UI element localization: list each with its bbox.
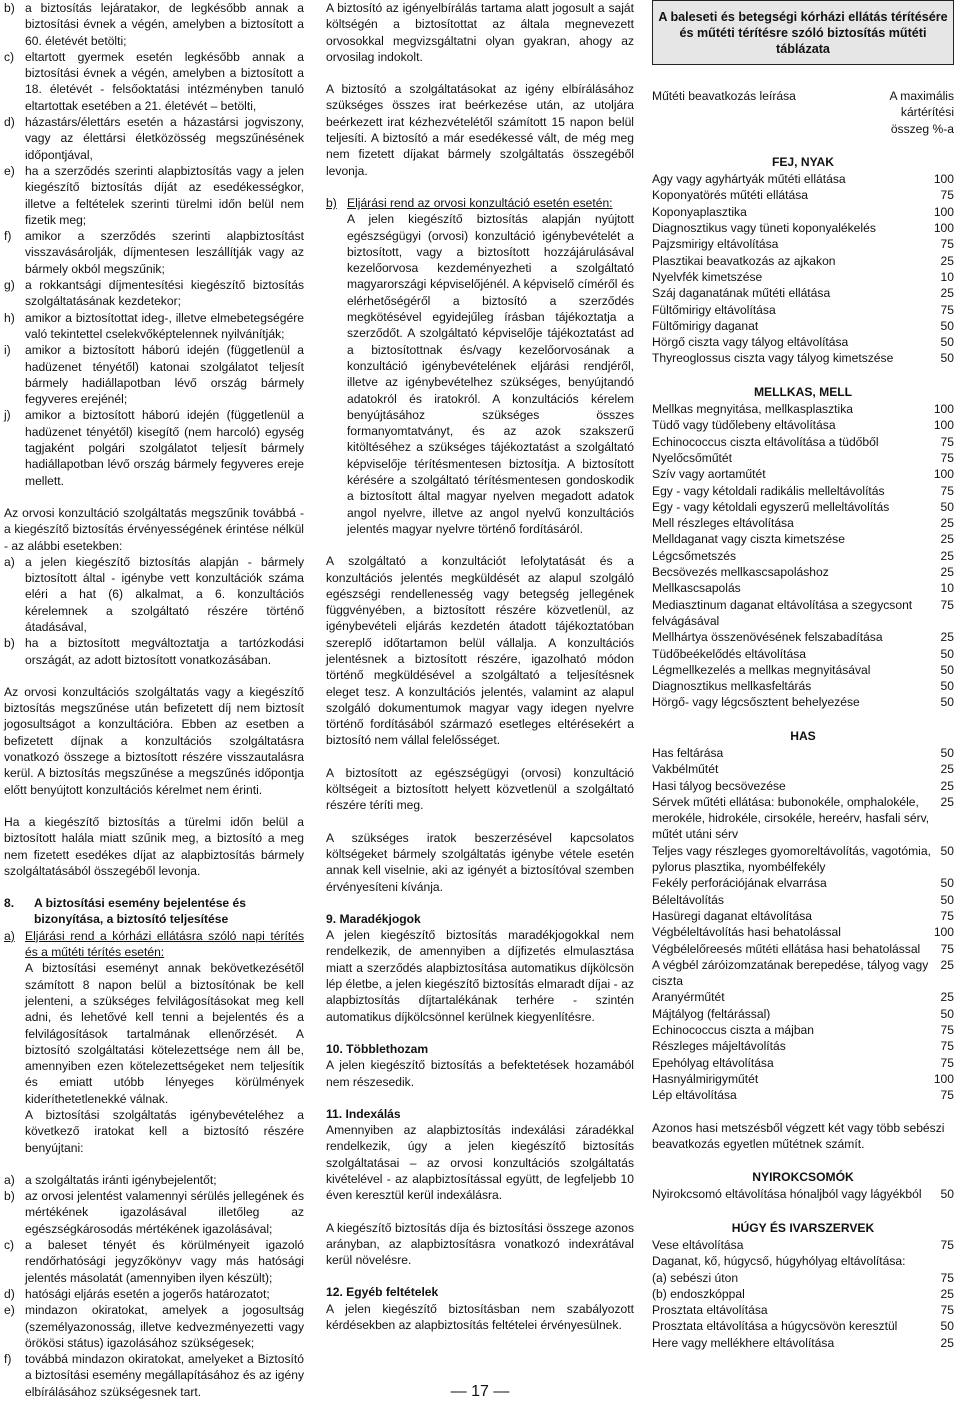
item-label: c) bbox=[4, 49, 15, 64]
table-row bbox=[652, 629, 954, 645]
item-label: b) bbox=[4, 636, 15, 651]
table-row bbox=[652, 531, 954, 547]
procedure-name: Egy - vagy kétoldali egyszerű melleltávolítás bbox=[652, 499, 890, 514]
section-9-text: A jelen kiegészítő biztosítás maradékjogokkal nem rendelkezik, de amennyiben a díjfizetés elmulasztása miatt a szerződés alapbiztosítása automatikus díjkölcsön lép életbe, a jelen kiegészítő biztosítás elmaradt díjai - az alapbiztosítás díjtartalékának terhére - szintén automatikus díjkölcsönnel kerülnek kiegyenlítésre. bbox=[326, 928, 634, 1024]
item-label: i) bbox=[4, 343, 11, 358]
item-text: eltartott gyermek esetén legkésőbb annak a biztosítási évnek a végén, amelyben a biztosított a 18. életévét - felsőoktatási intézményben tanuló eltartottak esetében a 21. életévét – betölti, bbox=[25, 49, 304, 113]
max-percent-value: 50 bbox=[940, 1187, 954, 1202]
table-row bbox=[652, 434, 954, 450]
section-11-text-2: A kiegészítő biztosítás díja és biztosítási összege azonos arányban, az alapbiztosításra vonatkozó indexrátával kerül növelésre. bbox=[326, 1220, 634, 1268]
item-label: f) bbox=[4, 1352, 12, 1367]
item-label: f) bbox=[4, 229, 12, 244]
max-percent-value: 75 bbox=[940, 237, 954, 252]
procedure-name: (b) endoszkóppal bbox=[652, 1286, 745, 1301]
table-row bbox=[652, 941, 954, 957]
max-percent-value: 50 bbox=[940, 843, 954, 858]
procedure-name: Tüdő vagy tüdőlebeny eltávolítása bbox=[652, 418, 836, 433]
item-text: ha a szerződés szerinti alapbiztosítás vagy a jelen kiegészítő biztosítás díját az esedékességkor, illetve a feltételek szerinti türelmi időn belül nem fizetik meg; bbox=[25, 163, 304, 227]
max-percent-value: 50 bbox=[940, 1319, 954, 1334]
required-document-item bbox=[4, 1188, 304, 1237]
procedure-name: Hasi tályog becsövezése bbox=[652, 778, 786, 793]
grace-period-paragraph: Ha a kiegészítő biztosítás a türelmi időn belül a biztosított halála miatt szűnik meg, a biztosító a meg nem fizetett esedékes díjat az alapbiztosítás bármely szolgáltatásából összegéből levonja. bbox=[4, 814, 304, 878]
procedure-name: Here vagy mellékhere eltávolítása bbox=[652, 1335, 835, 1350]
table-row bbox=[652, 401, 954, 417]
section-8-heading bbox=[4, 895, 304, 928]
table-row bbox=[652, 302, 954, 318]
left-column bbox=[4, 0, 304, 1400]
termination-case-item bbox=[4, 277, 304, 310]
procedure-name: Egy - vagy kétoldali radikális melleltávolítás bbox=[652, 483, 885, 498]
item-text: a jelen kiegészítő biztosítás alapján - bármely biztosított által - igénybe vett konzultációk száma eléri a hat (6) alkalmat, a 6. konzultációs kérelemnek a szolgáltató részére történő átadásával, bbox=[25, 554, 304, 634]
max-percent-value: 25 bbox=[940, 516, 954, 531]
max-percent-value: 75 bbox=[940, 450, 954, 465]
consultation-report-paragraph: A szolgáltató a konzultációt lefolytatását és a konzultációs jelentés megküldését az alapul szolgáló egészségi rendellenesség vagy betegség jellegének függvényében, a biztosított részére közvetlenül, az igénybevételi eljárás kezdetén átadott tájékoztatóban szereplő időtartamon belül vállalja. A konzultációs jelentésnek a biztosított részére, igazolható módon történő megküldésével a szolgáltató a teljesítésnek eleget tesz. A konzultációs jelentés, valamint az alapul szolgáló dokumentumok magyar vagy idegen nyelvre történő fordításából származó esetleges eltérésekért a biztosító nem vállal felelősséget. bbox=[326, 554, 634, 748]
procedure-name: A végbél záróizomzatának berepedése, tályog vagy ciszta bbox=[652, 957, 929, 989]
item-text: az orvosi jelentést valamennyi sérülés jellegének és mértékének igazolásával illetőleg az egészségkárosodás mértékének igazolásával; bbox=[25, 1189, 304, 1236]
consultation-termination-paragraph: Az orvosi konzultáció szolgáltatás megszűnik továbbá - a kiegészítő biztosítás érvényességének érintése nélkül - az alábbi esetekben: bbox=[4, 505, 304, 553]
max-percent-value: 100 bbox=[933, 467, 954, 482]
max-percent-value: 50 bbox=[940, 745, 954, 760]
table-row bbox=[652, 646, 954, 662]
procedure-name: Vakbélműtét bbox=[652, 762, 719, 777]
max-percent-value: 25 bbox=[940, 548, 954, 563]
table-row bbox=[652, 875, 954, 891]
table-row bbox=[652, 1071, 954, 1087]
table-row bbox=[652, 1055, 954, 1071]
section-title: HAS bbox=[790, 728, 816, 743]
procedure-name: Száj daganatának műtéti ellátása bbox=[652, 286, 831, 301]
notification-paragraph: A biztosítási eseményt annak bekövetkezésétől számított 8 napon belül a biztosítónak be kell jelenteni, a szükséges felvilágosításokat meg kell adni, és lehetővé kell tenni a bejelentés és a felvilágosítások tartalmának ellenőrzését. A biztosító szolgáltatási kötelezettsége nem áll be, amennyiben ezen kötelezettségeket nem teljesítik és emiatt utóbb lényeges körülmények kideríthetetlenekké válnak. bbox=[25, 961, 304, 1106]
procedure-name: Mellkas megnyitása, mellkasplasztika bbox=[652, 402, 853, 417]
premium-refund-paragraph: Az orvosi konzultációs szolgáltatás vagy a kiegészítő biztosítás megszűnése után befizetett díj nem biztosít jogosultságot a konzultációra. Ebben az esetben a befizetett díjnak a konzultációs szolgáltatásra vonatkozó összege a biztosított részére visszautalásra kerül. A biztosítás megszűnése a megszűnés időpontja előtt benyújtott konzultációs kérelmet nem érinti. bbox=[4, 684, 304, 797]
table-row bbox=[652, 466, 954, 482]
table-row bbox=[652, 1302, 954, 1318]
termination-case-item bbox=[4, 310, 304, 343]
table-row bbox=[652, 597, 954, 630]
table-row bbox=[652, 236, 954, 252]
required-document-item bbox=[4, 1286, 304, 1302]
max-percent-value: 10 bbox=[940, 581, 954, 596]
table-row bbox=[652, 253, 954, 269]
surgery-table-sections-2 bbox=[652, 1169, 954, 1351]
max-percent-value: 75 bbox=[940, 1039, 954, 1054]
section-11-heading: 11. Indexálás bbox=[326, 1106, 401, 1121]
procedure-name: Tüdőbeékelődés eltávolítása bbox=[652, 646, 806, 661]
max-percent-value: 75 bbox=[940, 1023, 954, 1038]
procedure-name: Végbéleltávolítás hasi behatolással bbox=[652, 925, 841, 940]
termination-case-item bbox=[4, 407, 304, 488]
procedure-name: Légcsőmetszés bbox=[652, 548, 737, 563]
max-percent-value: 25 bbox=[940, 990, 954, 1005]
item-text: amikor a szerződés szerinti alapbiztosítást visszavásárolják, díjmentesen leszállítják vagy az bármely okból megszűnik; bbox=[25, 229, 304, 276]
table-row bbox=[652, 450, 954, 466]
table-row bbox=[652, 892, 954, 908]
table-row bbox=[652, 1006, 954, 1022]
procedure-name: Daganat, kő, húgycső, húgyhólyag eltávolítása: bbox=[652, 1254, 906, 1269]
max-percent-value: 50 bbox=[940, 646, 954, 661]
procedure-name: Légmellkezelés a mellkas megnyitásával bbox=[652, 662, 871, 677]
max-percent-value: 75 bbox=[940, 1088, 954, 1103]
max-percent-value: 100 bbox=[933, 221, 954, 236]
procedure-name: Végbélelőreesés műtéti ellátása hasi behatolással bbox=[652, 941, 921, 956]
table-row bbox=[652, 794, 954, 843]
max-percent-value: 75 bbox=[940, 941, 954, 956]
procedure-name: Has feltárása bbox=[652, 745, 724, 760]
item-text: mindazon okiratokat, amelyek a jogosultság (személyazonosság, illetve kedvezményezetti vagy örökösi státus) igazolásához szükségesek; bbox=[25, 1303, 304, 1350]
item-label: d) bbox=[4, 115, 15, 130]
subsection-a-title: Eljárási rend a kórházi ellátásra szóló napi térítés és a műtéti térítés esetén: bbox=[25, 928, 304, 960]
max-percent-value: 50 bbox=[940, 679, 954, 694]
max-percent-value: 75 bbox=[940, 483, 954, 498]
subsection-a-heading bbox=[4, 928, 304, 961]
max-percent-value: 25 bbox=[940, 762, 954, 777]
max-percent-value: 75 bbox=[940, 1055, 954, 1070]
item-label: a) bbox=[4, 1172, 15, 1187]
termination-case-item bbox=[4, 163, 304, 228]
procedure-name: Thyreoglossus ciszta vagy tályog kimetszése bbox=[652, 351, 894, 366]
max-percent-value: 100 bbox=[933, 1071, 954, 1086]
procedure-name: Nyelőcsőműtét bbox=[652, 450, 732, 465]
termination-cases-list bbox=[4, 0, 304, 489]
table-row bbox=[652, 1038, 954, 1054]
consultation-termination-list bbox=[4, 554, 304, 668]
page-number: — 17 — bbox=[450, 1383, 510, 1400]
section-title: HÚGY ÉS IVARSZERVEK bbox=[731, 1220, 875, 1235]
max-percent-value: 75 bbox=[940, 434, 954, 449]
max-percent-value bbox=[948, 1253, 954, 1269]
procedure-name: Lép eltávolítása bbox=[652, 1088, 737, 1103]
item-text: a rokkantsági díjmentesítési kiegészítő biztosítás szolgáltatásának kezdetekor; bbox=[25, 278, 304, 309]
table-row bbox=[652, 1186, 954, 1202]
max-percent-value: 75 bbox=[940, 597, 954, 612]
max-percent-value: 25 bbox=[940, 532, 954, 547]
section-8-number: 8. bbox=[4, 896, 15, 911]
table-row bbox=[652, 924, 954, 940]
section-title: MELLKAS, MELL bbox=[753, 384, 853, 399]
section-title: NYIROKCSOMÓK bbox=[752, 1170, 854, 1185]
procedure-name: Aranyérműtét bbox=[652, 990, 725, 1005]
procedure-name: Agy vagy agyhártyák műtéti ellátása bbox=[652, 172, 846, 187]
section-9-heading: 9. Maradékjogok bbox=[326, 911, 421, 926]
max-percent-value: 50 bbox=[940, 695, 954, 710]
max-percent-value: 50 bbox=[940, 662, 954, 677]
max-percent-value: 50 bbox=[940, 499, 954, 514]
section-10-text: A jelen kiegészítő biztosítás a befektetések hozamából nem részesedik. bbox=[326, 1058, 634, 1089]
header-procedure: Műtéti beavatkozás leírása bbox=[652, 89, 796, 103]
section-12-text: A jelen kiegészítő biztosításban nem szabályozott kérdésekben az alapbiztosítás feltételei érvényesülnek. bbox=[326, 1301, 634, 1333]
procedure-name: Hörgő- vagy légcsősztent behelyezése bbox=[652, 695, 860, 710]
surgery-table-sections bbox=[652, 154, 954, 1104]
procedure-name: Pajzsmirigy eltávolítása bbox=[652, 237, 779, 252]
item-label: e) bbox=[4, 163, 15, 178]
middle-column bbox=[326, 0, 634, 1333]
document-costs-paragraph: A szükséges iratok beszerzésével kapcsolatos költségeket bármely szolgáltatás igénybe vétele esetén annak kell viselnie, aki az igényét a biztosítóval szemben érvényesíteni kívánja. bbox=[326, 830, 634, 894]
table-row bbox=[652, 1022, 954, 1038]
table-row bbox=[652, 515, 954, 531]
procedure-name: Fültőmirigy daganat bbox=[652, 318, 759, 333]
item-text: a szolgáltatás iránti igénybejelentőt; bbox=[25, 1172, 217, 1187]
item-label: b) bbox=[4, 1, 15, 15]
max-percent-value: 25 bbox=[940, 286, 954, 301]
max-percent-value: 75 bbox=[940, 1270, 954, 1285]
item-text: ha a biztosított megváltoztatja a tartózkodási országát, az adott biztosított vonatkozásában. bbox=[25, 636, 304, 667]
subsection-b-heading bbox=[326, 195, 634, 211]
table-row bbox=[652, 1318, 954, 1334]
item-text: házastárs/élettárs esetén a házastársi jogviszony, vagy az élettársi életközösség megszűnésének időpontjával, bbox=[25, 115, 304, 162]
table-row bbox=[652, 843, 954, 876]
max-percent-value: 50 bbox=[940, 335, 954, 350]
item-text: amikor a biztosítottat ideg-, illetve elmebetegségére való tekintettel cselekvőképtelennek nyilvánítják; bbox=[25, 310, 304, 341]
item-label: g) bbox=[4, 278, 15, 293]
item-label: b) bbox=[4, 1189, 15, 1204]
required-documents-list bbox=[4, 1172, 304, 1400]
required-document-item bbox=[4, 1172, 304, 1188]
table-row bbox=[652, 350, 954, 366]
surgery-table-header bbox=[652, 88, 954, 137]
table-row bbox=[652, 171, 954, 187]
table-row bbox=[652, 483, 954, 499]
consultation-cost-paragraph: A biztosított az egészségügyi (orvosi) konzultáció költségeit a biztosított helyett közvetlenül a szolgáltató részére téríti meg. bbox=[326, 765, 634, 813]
max-percent-value: 75 bbox=[940, 1303, 954, 1318]
section-12-heading: 12. Egyéb feltételek bbox=[326, 1285, 439, 1300]
procedure-name: Prosztata eltávolítása bbox=[652, 1303, 768, 1318]
termination-case-item bbox=[4, 114, 304, 163]
item-label: e) bbox=[4, 1303, 15, 1318]
termination-case-item bbox=[4, 0, 304, 49]
medical-exam-paragraph: A biztosító az igényelbírálás tartama alatt jogosult a saját költségén a biztosítottat az általa megnevezett orvosokkal megvizsgáltatni olyan gyakran, ahogy az orvosilag indokolt. bbox=[326, 1, 634, 64]
termination-case-item bbox=[4, 228, 304, 277]
max-percent-value: 75 bbox=[940, 908, 954, 923]
procedure-name: Fekély perforációjának elvarrása bbox=[652, 876, 827, 891]
termination-case-item bbox=[4, 49, 304, 114]
consultation-termination-item bbox=[4, 635, 304, 668]
max-percent-value: 75 bbox=[940, 302, 954, 317]
procedure-name: Plasztikai beavatkozás az ajkakon bbox=[652, 253, 836, 268]
max-percent-value: 50 bbox=[940, 1006, 954, 1021]
item-text: amikor a biztosított háború idején (függetlenül a hadüzenet tényétől) katonai szolgálatot teljesít bármely hadiállapotban lévő ország bármely fegyveres erejénél; bbox=[25, 343, 304, 407]
table-row bbox=[652, 580, 954, 596]
procedure-name: Diagnosztikus vagy tüneti koponyalékelés bbox=[652, 221, 876, 236]
table-row bbox=[652, 1253, 954, 1269]
item-label: h) bbox=[4, 310, 15, 325]
table-row bbox=[652, 417, 954, 433]
table-row bbox=[652, 1237, 954, 1253]
table-row bbox=[652, 564, 954, 580]
procedure-name: (a) sebészi úton bbox=[652, 1270, 739, 1285]
table-row bbox=[652, 1286, 954, 1302]
max-percent-value: 75 bbox=[940, 188, 954, 203]
max-percent-value: 25 bbox=[940, 253, 954, 268]
max-percent-value: 100 bbox=[933, 925, 954, 940]
table-row bbox=[652, 187, 954, 203]
right-column bbox=[652, 0, 954, 1351]
table-row bbox=[652, 334, 954, 350]
max-percent-value: 75 bbox=[940, 1238, 954, 1252]
procedure-name: Sérvek műtéti ellátása: bubonokéle, omphalokéle, merokéle, hidrokéle, cirsokéle, hereérv, hasfali sérv, műtét utáni sérv bbox=[652, 794, 930, 842]
procedure-name: Epehólyag eltávolítása bbox=[652, 1055, 774, 1070]
procedure-name: Koponyaplasztika bbox=[652, 204, 747, 219]
item-label: j) bbox=[4, 408, 11, 423]
procedure-name: Teljes vagy részleges gyomoreltávolítás, vagotómia, pylorus plasztika, nyombélfekély bbox=[652, 843, 931, 875]
max-percent-value: 50 bbox=[940, 876, 954, 891]
procedure-name: Melldaganat vagy ciszta kimetszése bbox=[652, 532, 845, 547]
max-percent-value: 25 bbox=[940, 957, 954, 972]
procedure-name: Diagnosztikus mellkasfeltárás bbox=[652, 679, 812, 694]
item-text: továbbá mindazon okiratokat, amelyeket a Biztosító a biztosítási esemény megállapításához és az igény elbírálásához szükségesnek tart. bbox=[25, 1352, 304, 1399]
procedure-name: Hasnyálmirigyműtét bbox=[652, 1071, 759, 1086]
table-row bbox=[652, 548, 954, 564]
procedure-name: Echinococcus ciszta eltávolítása a tüdőből bbox=[652, 434, 879, 449]
procedure-name: Vese eltávolítása bbox=[652, 1238, 744, 1252]
table-row bbox=[652, 1335, 954, 1351]
table-row bbox=[652, 499, 954, 515]
max-percent-value: 100 bbox=[933, 418, 954, 433]
subsection-b-title: Eljárási rend az orvosi konzultáció esetén esetén: bbox=[347, 195, 613, 210]
required-document-item bbox=[4, 1302, 304, 1351]
procedure-name: Hörgő ciszta vagy tályog eltávolítása bbox=[652, 335, 849, 350]
max-percent-value: 25 bbox=[940, 778, 954, 793]
surgery-table-title-box: A baleseti és betegségi kórházi ellátás térítésére és műtéti térítésre szóló biztosítás műtéti táblázata bbox=[652, 0, 954, 65]
item-label: d) bbox=[4, 1286, 15, 1301]
procedure-name: Nyirokcsomó eltávolítása hónaljból vagy lágyékból bbox=[652, 1187, 922, 1202]
procedure-name: Becsövezés mellkascsapoláshoz bbox=[652, 565, 829, 580]
table-row bbox=[652, 694, 954, 710]
max-percent-value: 25 bbox=[940, 1335, 954, 1350]
table-row bbox=[652, 778, 954, 794]
item-text: a biztosítás lejáratakor, de legkésőbb annak a biztosítási évnek a végén, amelyben a biztosított a 60. életévét betölti; bbox=[25, 1, 304, 48]
item-label: a) bbox=[4, 554, 15, 569]
max-percent-value: 25 bbox=[940, 1286, 954, 1301]
max-percent-value: 25 bbox=[940, 630, 954, 645]
procedure-name: Koponyatörés műtéti ellátása bbox=[652, 188, 808, 203]
table-row bbox=[652, 989, 954, 1005]
consultation-procedure-paragraph: A jelen kiegészítő biztosítás alapján nyújtott egészségügyi (orvosi) konzultáció igénybevételét a biztosított, vagy a biztosított hozzájárulásával kezelőorvosa kezdeményezheti a szolgáltató magyarországi képviselőjénél. A képviselő címéről és elérhetőségéről a biztosító a szerződés megkötésével egyidejűleg írásban tájékoztatja a szerződőt. A szolgáltató képviselője tájékoztatást ad a biztosítottnak és/vagy kezelőorvosának a konzultáció igénybevételének eljárási rendjéről, illetve az igénybevételhez szükséges, benyújtandó adatokról és iratokról. A konzultációs kérelem benyújtásához szükséges összes formanyomtatványt, és az azok szakszerű kitöltéséhez a szükséges tájékoztatást a szolgáltató képviselője térítésmentesen biztosítja. A biztosított kérésére a szolgáltató térítésmentesen gondoskodik a biztosított által magyar nyelven megadott adatok angol nyelvre, illetve az angol nyelvű konzultációs jelentés magyar nyelvre történő fordításáról. bbox=[347, 212, 634, 536]
procedure-name: Mell részleges eltávolítása bbox=[652, 516, 794, 531]
procedure-name: Részleges májeltávolítás bbox=[652, 1039, 786, 1054]
table-row bbox=[652, 678, 954, 694]
procedure-name: Szív vagy aortaműtét bbox=[652, 467, 766, 482]
section-8-title: A biztosítási esemény bejelentése és bizonyítása, a biztosító teljesítése bbox=[34, 896, 246, 927]
subsection-a-label: a) bbox=[4, 928, 15, 943]
table-row bbox=[652, 761, 954, 777]
max-percent-value: 100 bbox=[933, 172, 954, 187]
consultation-termination-item bbox=[4, 554, 304, 635]
procedure-name: Béleltávolítás bbox=[652, 892, 724, 907]
table-row bbox=[652, 285, 954, 301]
table-row bbox=[652, 220, 954, 236]
section-title: FEJ, NYAK bbox=[771, 154, 835, 169]
abdominal-note: Azonos hasi metszésből végzett két vagy több sebészi beavatkozás egyetlen műtétnek számít. bbox=[652, 1120, 945, 1151]
table-row bbox=[652, 745, 954, 761]
max-percent-value: 10 bbox=[940, 269, 954, 284]
table-row bbox=[652, 1270, 954, 1286]
table-row bbox=[652, 1087, 954, 1103]
subsection-b-label: b) bbox=[326, 195, 337, 210]
table-row bbox=[652, 269, 954, 285]
documents-intro-paragraph: A biztosítási szolgáltatás igénybevételéhez a következő iratokat kell a biztosító részére benyújtani: bbox=[25, 1108, 304, 1155]
section-10-heading: 10. Többlethozam bbox=[326, 1041, 429, 1056]
max-percent-value: 100 bbox=[933, 204, 954, 219]
procedure-name: Mellhártya összenövésének felszabadítása bbox=[652, 630, 883, 645]
header-max-percent: A maximális kártérítési összeg %-a bbox=[889, 89, 954, 136]
table-row bbox=[652, 318, 954, 334]
termination-case-item bbox=[4, 342, 304, 407]
procedure-name: Fültőmirigy eltávolítása bbox=[652, 302, 776, 317]
max-percent-value: 100 bbox=[933, 402, 954, 417]
item-label: c) bbox=[4, 1238, 15, 1253]
item-text: a baleset tényét és körülményeit igazoló rendőrhatósági jegyzőkönyv vagy más hatósági jelentés másolatát (amennyiben ilyen készült); bbox=[25, 1238, 304, 1285]
required-document-item bbox=[4, 1237, 304, 1286]
procedure-name: Prosztata eltávolítása a húgycsövön keresztül bbox=[652, 1319, 898, 1334]
table-row bbox=[652, 204, 954, 220]
section-11-text: Amennyiben az alapbiztosítás indexálási záradékkal rendelkezik, úgy a jelen kiegészítő biztosítás szolgáltatásai – az orvosi konzultációs szolgáltatás kivételével - az alapbiztosítással együtt, de legfeljebb 10 éven keresztül kerül indexálásra. bbox=[326, 1123, 634, 1203]
max-percent-value: 25 bbox=[940, 794, 954, 809]
procedure-name: Mediasztinum daganat eltávolítása a szegycsont felvágásával bbox=[652, 597, 913, 628]
table-row bbox=[652, 908, 954, 924]
item-text: hatósági eljárás esetén a jogerős határozatot; bbox=[25, 1286, 270, 1301]
table-row bbox=[652, 957, 954, 990]
max-percent-value: 25 bbox=[940, 565, 954, 580]
procedure-name: Nyelvfék kimetszése bbox=[652, 269, 763, 284]
procedure-name: Mellkascsapolás bbox=[652, 581, 741, 596]
payment-deadline-paragraph: A biztosító a szolgáltatásokat az igény elbírálásához szükséges összes irat beérkezése után, az utoljára beérkezett irat kézhezvételétől számított 15 napon belül teljesíti. A biztosító a már esedékessé vált, de még meg nem fizetett díjakat bármely szolgáltatás összegéből levonja. bbox=[326, 82, 634, 178]
max-percent-value: 50 bbox=[940, 318, 954, 333]
max-percent-value: 50 bbox=[940, 892, 954, 907]
max-percent-value: 50 bbox=[940, 351, 954, 366]
procedure-name: Májtályog (feltárással) bbox=[652, 1006, 771, 1021]
procedure-name: Echinococcus ciszta a májban bbox=[652, 1023, 815, 1038]
procedure-name: Hasüregi daganat eltávolítása bbox=[652, 908, 813, 923]
table-row bbox=[652, 662, 954, 678]
item-text: amikor a biztosított háború idején (függetlenül a hadüzenet tényétől) kisegítő (nem harcoló) egység tagjaként polgári szolgálatot teljesít bármely hadiállapotban lévő ország bármely fegyveres ereje mellett. bbox=[25, 408, 304, 488]
